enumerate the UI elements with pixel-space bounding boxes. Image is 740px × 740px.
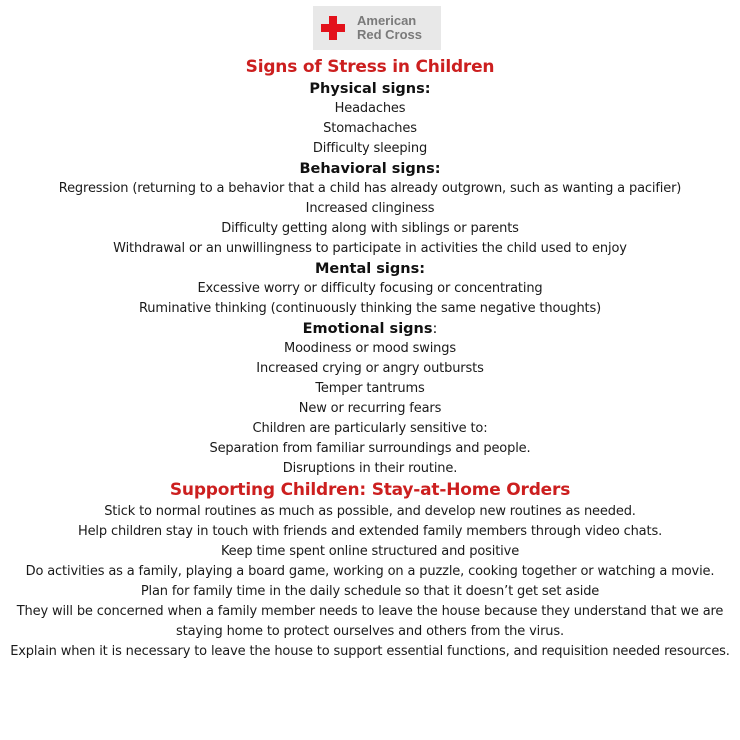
support-title: Supporting Children: Stay-at-Home Orders	[169, 480, 571, 500]
list-item: Regression (returning to a behavior that a child has already outgrown, such as wanting a pacifier)	[58, 181, 682, 196]
logo-text-line1: American	[357, 13, 417, 28]
mental-section	[0, 259, 740, 319]
red-cross-logo	[313, 6, 441, 50]
support-section	[0, 479, 740, 662]
list-item: Difficulty sleeping	[312, 141, 428, 156]
physical-section	[0, 79, 740, 159]
red-cross-icon	[319, 14, 347, 42]
list-item: Disruptions in their routine.	[282, 461, 458, 476]
list-item: Ruminative thinking (continuously thinking the same negative thoughts)	[138, 301, 602, 316]
list-item: Moodiness or mood swings	[284, 341, 456, 356]
list-item: Stick to normal routines as much as possible, and develop new routines as needed.	[104, 504, 636, 519]
mental-heading: Mental signs:	[314, 261, 426, 277]
emotional-heading	[0, 319, 740, 339]
list-item: Excessive worry or difficulty focusing or concentrating	[197, 281, 543, 296]
list-item: New or recurring fears	[298, 401, 442, 416]
list-item: Increased clinginess	[305, 201, 435, 216]
behavioral-heading: Behavioral signs:	[299, 161, 441, 177]
list-item: Separation from familiar surroundings and people.	[209, 441, 531, 456]
page-title: Signs of Stress in Children	[245, 57, 495, 77]
list-item: They will be concerned when a family member needs to leave the house because they understand that we are staying home to protect ourselves and others from the virus.	[16, 604, 724, 639]
list-item: Headaches	[334, 101, 406, 116]
emotional-heading-text: Emotional signs	[302, 321, 433, 337]
list-item: Children are particularly sensitive to:	[252, 421, 488, 436]
logo-text-line2: Red Cross	[357, 27, 423, 42]
emotional-section	[0, 319, 740, 479]
list-item: Temper tantrums	[315, 381, 425, 396]
main-content	[0, 56, 740, 662]
emotional-heading-colon: :	[432, 321, 438, 337]
list-item: Do activities as a family, playing a board game, working on a puzzle, cooking together or watching a movie.	[25, 564, 715, 579]
list-item: Plan for family time in the daily schedule so that it doesn’t get set aside	[140, 584, 600, 599]
list-item: Stomachaches	[323, 121, 417, 136]
list-item: Difficulty getting along with siblings or parents	[221, 221, 519, 236]
behavioral-section	[0, 159, 740, 259]
list-item: Withdrawal or an unwillingness to participate in activities the child used to enjoy	[113, 241, 627, 256]
list-item: Explain when it is necessary to leave the house to support essential functions, and requisition needed resources.	[10, 644, 730, 659]
list-item: Keep time spent online structured and positive	[220, 544, 520, 559]
list-item: Increased crying or angry outbursts	[256, 361, 484, 376]
physical-heading: Physical signs:	[309, 81, 431, 97]
list-item: Help children stay in touch with friends and extended family members through video chats.	[77, 524, 663, 539]
